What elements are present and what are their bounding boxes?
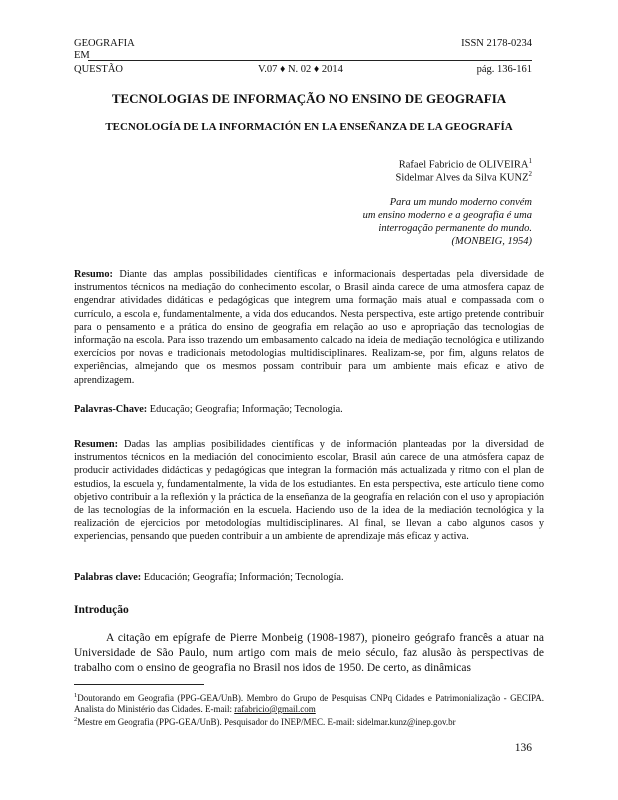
keywords-portuguese: [74, 403, 544, 416]
abstract-label: Resumo:: [74, 269, 113, 280]
author-name: Sidelmar Alves da Silva KUNZ: [395, 172, 529, 184]
journal-name-line2: EM: [74, 50, 90, 61]
abstract-text: Diante das amplas possibilidades científicas e informacionais despertadas pela diversidade de instrumentos técnicos na mediação do conhecimento escolar, o Brasil ainda carece de uma atmosfera capaz de engendrar atividades didáticas e pedagógicas que integrem uma formação mais atual e compassada com o currículo, a escola e, fundamentalmente, a vida dos educandos. Nesta perspectiva, este artigo pretende contribuir para o pensamento e a prática do ensino de geografia em relação ao uso e apropriação das tecnologias de informação na escola. Para isso trazendo um embasamento calcado na ideia de mediação tecnológica e utilizando exercícios por novas e tradicionais metodologias multidisciplinares. Realizam-se, por fim, alguns relatos de experiências, almejando que os mesmos possam contribuir para um ambiente mais eficaz e ativo de aprendizagem.: [74, 269, 544, 386]
keywords-text: Educación; Geografía; Información; Tecnología.: [143, 572, 344, 583]
footnote-text: Doutorando em Geografia (PPG-GEA/UnB). Membro do Grupo de Pesquisas CNPq Cidades e Patrimonialização - GECIPA. Analista do Ministério das Cidades. E-mail:: [74, 693, 544, 714]
email-text: sidelmar.kunz@inep.gov.br: [356, 717, 456, 727]
author-2: [396, 168, 532, 185]
keywords-label: Palabras clave:: [74, 572, 142, 583]
abstract-text: Dadas las amplias posibilidades científicas y de información planteadas por la diversidad de instrumentos técnicos en la mediación del conocimiento escolar, Brasil aún carece de una atmósfera capaz de producir actividades didácticas y pedagógicas que integran la formación más actualizada y ritmo con el plan de estudios, la escuela y, fundamentalmente, la vida de los estudiantes. En esta perspectiva, este artículo tiene como objetivo contribuir a la reflexión y la práctica de la enseñanza de la geografía en relación con el uso y apropiación de las tecnologías de la información en la escuela. Haciendo uso de la idea de la mediación tecnológica y la realización de ejercicios por metodologías multidisciplinares. Al final, se llevan a cabo algunos casos y experiencias, pensando que pueden contribuir a un ambiente de aprendizaje más eficaz y activa.: [74, 439, 544, 543]
footnote-rule: [74, 684, 204, 685]
footnote-marker: 1: [528, 157, 532, 165]
abstract-spanish: [74, 438, 544, 544]
page-range: pág. 136-161: [476, 64, 532, 75]
epigraph-source: (MONBEIG, 1954): [451, 236, 532, 247]
email-link[interactable]: rafabricio@gmail.com: [234, 704, 316, 714]
footnote-text: Mestre em Geografia (PPG-GEA/UnB). Pesquisador do INEP/MEC. E-mail:: [77, 717, 357, 727]
epigraph-line: interrogação permanente do mundo.: [378, 223, 532, 234]
footnote-1: [74, 690, 544, 715]
journal-name-line1: GEOGRAFIA: [74, 38, 135, 49]
epigraph: [302, 196, 532, 248]
footnote-2: [74, 714, 544, 728]
epigraph-line: um ensino moderno e a geografia é uma: [362, 210, 532, 221]
abstract-label: Resumen:: [74, 439, 119, 450]
author-name: Rafael Fabricio de OLIVEIRA: [398, 159, 529, 171]
footnote-marker: 2: [528, 170, 532, 178]
keywords-label: Palavras-Chave:: [74, 404, 148, 415]
volume-info: V.07 ♦ N. 02 ♦ 2014: [258, 64, 343, 75]
epigraph-line: Para um mundo moderno convém: [389, 197, 532, 208]
introduction-paragraph: A citação em epígrafe de Pierre Monbeig (1908-1987), pioneiro geógrafo francês a atuar na Universidade de São Paulo, num artigo com mais de meio século, faz alusão às perspectivas de trabalho com o ensino de geografia no Brasil nos idos de 1950. De certo, as dinâmicas: [74, 632, 544, 674]
footnote-number: 2: [74, 716, 78, 723]
page-number: 136: [514, 742, 532, 754]
section-heading-introduction: Introdução: [74, 604, 129, 616]
issn: ISSN 2178-0234: [461, 38, 532, 49]
header-rule: [88, 60, 532, 61]
keywords-spanish: [74, 571, 544, 584]
journal-name-line3: QUESTÃO: [74, 64, 123, 75]
abstract-portuguese: [74, 268, 544, 387]
title-portuguese: TECNOLOGIAS DE INFORMAÇÃO NO ENSINO DE GEOGRAFIA: [111, 91, 507, 106]
footnote-number: 1: [74, 692, 78, 699]
title-spanish: TECNOLOGÍA DE LA INFORMACIÓN EN LA ENSEÑANZA DE LA GEOGRAFÍA: [105, 121, 513, 133]
keywords-text: Educação; Geografia; Informação; Tecnologia.: [149, 404, 343, 415]
